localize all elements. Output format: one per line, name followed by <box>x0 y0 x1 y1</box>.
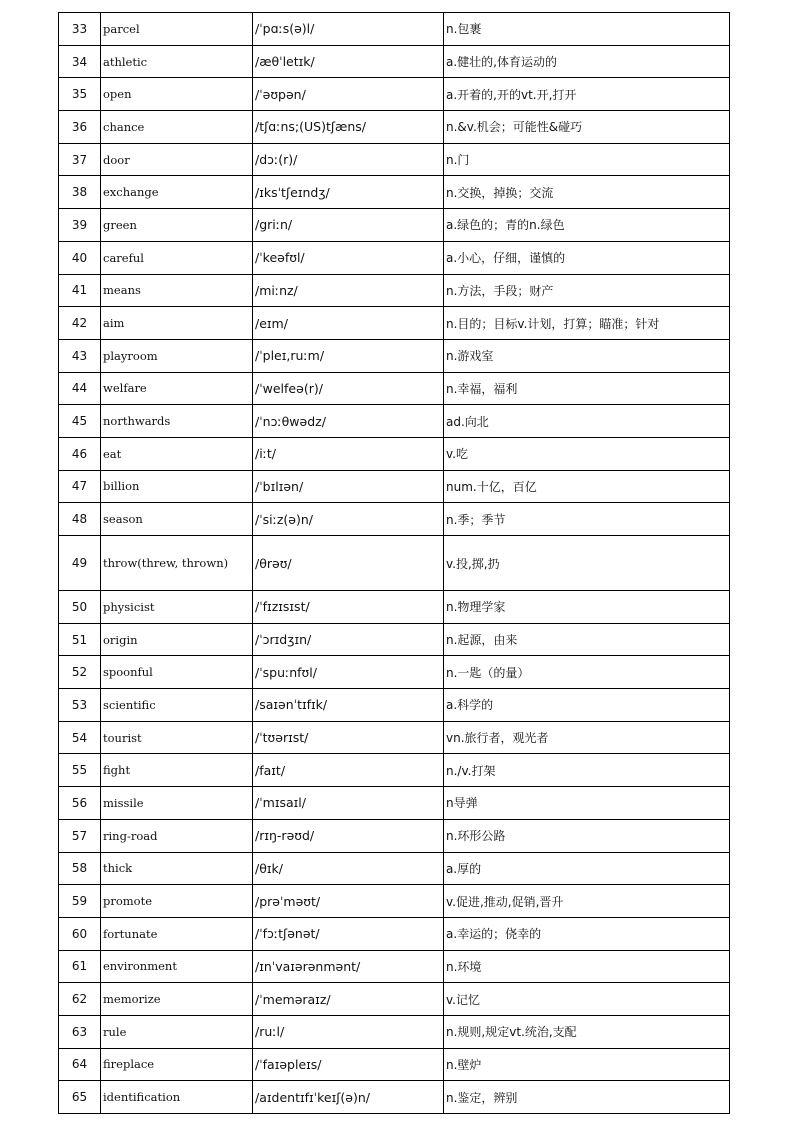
phonetic: /iːt/ <box>253 437 444 470</box>
phonetic: /æθˈletɪk/ <box>253 45 444 78</box>
word: fight <box>101 754 253 787</box>
row-number: 36 <box>59 111 101 144</box>
word: aim <box>101 307 253 340</box>
table-row <box>59 470 730 503</box>
word: memorize <box>101 983 253 1016</box>
word: parcel <box>101 13 253 46</box>
meaning: n.壁炉 <box>444 1048 730 1081</box>
word: environment <box>101 950 253 983</box>
phonetic: /ruːl/ <box>253 1015 444 1048</box>
word: exchange <box>101 176 253 209</box>
word: tourist <box>101 721 253 754</box>
meaning: n.环境 <box>444 950 730 983</box>
row-number: 40 <box>59 241 101 274</box>
phonetic: /ˈəʊpən/ <box>253 78 444 111</box>
row-number: 62 <box>59 983 101 1016</box>
meaning: n.一匙（的量） <box>444 656 730 689</box>
phonetic: /ˈkeəfʊl/ <box>253 241 444 274</box>
phonetic: /ˈfɪzɪsɪst/ <box>253 591 444 624</box>
phonetic: /ˈmeməraɪz/ <box>253 983 444 1016</box>
meaning: n.物理学家 <box>444 591 730 624</box>
table-row <box>59 13 730 46</box>
table-row <box>59 591 730 624</box>
phonetic: /ˈfɔːtʃənət/ <box>253 917 444 950</box>
meaning: n.方法，手段；财产 <box>444 274 730 307</box>
row-number: 54 <box>59 721 101 754</box>
meaning: n.规则,规定vt.统治,支配 <box>444 1015 730 1048</box>
row-number: 58 <box>59 852 101 885</box>
table-row <box>59 623 730 656</box>
phonetic: /prəˈməʊt/ <box>253 885 444 918</box>
word: rule <box>101 1015 253 1048</box>
meaning: v.记忆 <box>444 983 730 1016</box>
row-number: 38 <box>59 176 101 209</box>
phonetic: /ɪksˈtʃeɪndʒ/ <box>253 176 444 209</box>
phonetic: /rɪŋ-rəʊd/ <box>253 819 444 852</box>
phonetic: /saɪənˈtɪfɪk/ <box>253 689 444 722</box>
table-row <box>59 307 730 340</box>
row-number: 63 <box>59 1015 101 1048</box>
row-number: 49 <box>59 536 101 591</box>
phonetic: /griːn/ <box>253 209 444 242</box>
meaning: vn.旅行者，观光者 <box>444 721 730 754</box>
phonetic: /ˈspuːnfʊl/ <box>253 656 444 689</box>
meaning: v.吃 <box>444 437 730 470</box>
meaning: ad.向北 <box>444 405 730 438</box>
row-number: 33 <box>59 13 101 46</box>
row-number: 37 <box>59 143 101 176</box>
row-number: 59 <box>59 885 101 918</box>
meaning: n.鉴定，辨别 <box>444 1081 730 1114</box>
word: thick <box>101 852 253 885</box>
meaning: n导弹 <box>444 787 730 820</box>
phonetic: /ˈpɑːs(ə)l/ <box>253 13 444 46</box>
phonetic: /ˈmɪsaɪl/ <box>253 787 444 820</box>
meaning: n.游戏室 <box>444 339 730 372</box>
row-number: 57 <box>59 819 101 852</box>
phonetic: /ˈpleɪ,ruːm/ <box>253 339 444 372</box>
word: throw(threw, thrown) <box>101 536 253 591</box>
table-row <box>59 1015 730 1048</box>
phonetic: /ɪnˈvaɪərənmənt/ <box>253 950 444 983</box>
table-row <box>59 143 730 176</box>
word: billion <box>101 470 253 503</box>
table-row <box>59 372 730 405</box>
meaning: a.科学的 <box>444 689 730 722</box>
word: season <box>101 503 253 536</box>
word: green <box>101 209 253 242</box>
meaning: n.包裹 <box>444 13 730 46</box>
word: means <box>101 274 253 307</box>
word: missile <box>101 787 253 820</box>
word: open <box>101 78 253 111</box>
table-row <box>59 917 730 950</box>
word: physicist <box>101 591 253 624</box>
phonetic: /θrəʊ/ <box>253 536 444 591</box>
meaning: n.&v.机会；可能性&碰巧 <box>444 111 730 144</box>
table-row <box>59 1048 730 1081</box>
row-number: 60 <box>59 917 101 950</box>
meaning: a.小心，仔细，谨慎的 <box>444 241 730 274</box>
row-number: 53 <box>59 689 101 722</box>
word: chance <box>101 111 253 144</box>
word: welfare <box>101 372 253 405</box>
row-number: 55 <box>59 754 101 787</box>
meaning: a.厚的 <box>444 852 730 885</box>
row-number: 42 <box>59 307 101 340</box>
table-row <box>59 437 730 470</box>
table-row <box>59 111 730 144</box>
table-row <box>59 241 730 274</box>
phonetic: /ˈwelfeə(r)/ <box>253 372 444 405</box>
word: eat <box>101 437 253 470</box>
table-row <box>59 721 730 754</box>
meaning: v.投,掷,扔 <box>444 536 730 591</box>
word: identification <box>101 1081 253 1114</box>
phonetic: /ˈsiːz(ə)n/ <box>253 503 444 536</box>
row-number: 51 <box>59 623 101 656</box>
phonetic: /tʃɑːns;(US)tʃæns/ <box>253 111 444 144</box>
phonetic: /eɪm/ <box>253 307 444 340</box>
meaning: n.季；季节 <box>444 503 730 536</box>
table-row <box>59 885 730 918</box>
table-row <box>59 209 730 242</box>
row-number: 39 <box>59 209 101 242</box>
phonetic: /ˈnɔːθwədz/ <box>253 405 444 438</box>
meaning: a.绿色的；青的n.绿色 <box>444 209 730 242</box>
phonetic: /ˈbɪlɪən/ <box>253 470 444 503</box>
row-number: 41 <box>59 274 101 307</box>
table-row <box>59 787 730 820</box>
phonetic: /aɪdentɪfɪˈkeɪʃ(ə)n/ <box>253 1081 444 1114</box>
word: promote <box>101 885 253 918</box>
phonetic: /ˈtʊərɪst/ <box>253 721 444 754</box>
meaning: num.十亿，百亿 <box>444 470 730 503</box>
meaning: n.环形公路 <box>444 819 730 852</box>
meaning: n.交换，掉换；交流 <box>444 176 730 209</box>
row-number: 34 <box>59 45 101 78</box>
row-number: 46 <box>59 437 101 470</box>
phonetic: /miːnz/ <box>253 274 444 307</box>
row-number: 52 <box>59 656 101 689</box>
word: scientific <box>101 689 253 722</box>
row-number: 61 <box>59 950 101 983</box>
meaning: a.幸运的；侥幸的 <box>444 917 730 950</box>
word: door <box>101 143 253 176</box>
row-number: 65 <box>59 1081 101 1114</box>
vocabulary-table <box>58 12 730 1114</box>
table-row <box>59 503 730 536</box>
word: spoonful <box>101 656 253 689</box>
table-row <box>59 176 730 209</box>
table-row <box>59 78 730 111</box>
phonetic: /ˈɔrɪdʒɪn/ <box>253 623 444 656</box>
table-row <box>59 405 730 438</box>
row-number: 47 <box>59 470 101 503</box>
row-number: 45 <box>59 405 101 438</box>
word: fortunate <box>101 917 253 950</box>
table-row <box>59 656 730 689</box>
meaning: n.门 <box>444 143 730 176</box>
phonetic: /ˈfaɪəpleɪs/ <box>253 1048 444 1081</box>
meaning: a.健壮的,体育运动的 <box>444 45 730 78</box>
word: careful <box>101 241 253 274</box>
row-number: 48 <box>59 503 101 536</box>
row-number: 44 <box>59 372 101 405</box>
table-row <box>59 950 730 983</box>
word: ring-road <box>101 819 253 852</box>
table-row <box>59 45 730 78</box>
table-row <box>59 819 730 852</box>
table-row <box>59 689 730 722</box>
table-row <box>59 983 730 1016</box>
row-number: 35 <box>59 78 101 111</box>
row-number: 43 <box>59 339 101 372</box>
word: athletic <box>101 45 253 78</box>
phonetic: /θɪk/ <box>253 852 444 885</box>
word: origin <box>101 623 253 656</box>
table-row <box>59 852 730 885</box>
meaning: n./v.打架 <box>444 754 730 787</box>
phonetic: /dɔː(r)/ <box>253 143 444 176</box>
table-row <box>59 274 730 307</box>
meaning: n.起源，由来 <box>444 623 730 656</box>
meaning: n.目的；目标v.计划，打算；瞄准；针对 <box>444 307 730 340</box>
meaning: a.开着的,开的vt.开,打开 <box>444 78 730 111</box>
table-row <box>59 339 730 372</box>
word: playroom <box>101 339 253 372</box>
phonetic: /faɪt/ <box>253 754 444 787</box>
row-number: 56 <box>59 787 101 820</box>
table-row <box>59 536 730 591</box>
table-row <box>59 754 730 787</box>
row-number: 64 <box>59 1048 101 1081</box>
table-row <box>59 1081 730 1114</box>
word: northwards <box>101 405 253 438</box>
vocabulary-table-body <box>59 13 730 1114</box>
meaning: n.幸福，福利 <box>444 372 730 405</box>
meaning: v.促进,推动,促销,晋升 <box>444 885 730 918</box>
word: fireplace <box>101 1048 253 1081</box>
row-number: 50 <box>59 591 101 624</box>
